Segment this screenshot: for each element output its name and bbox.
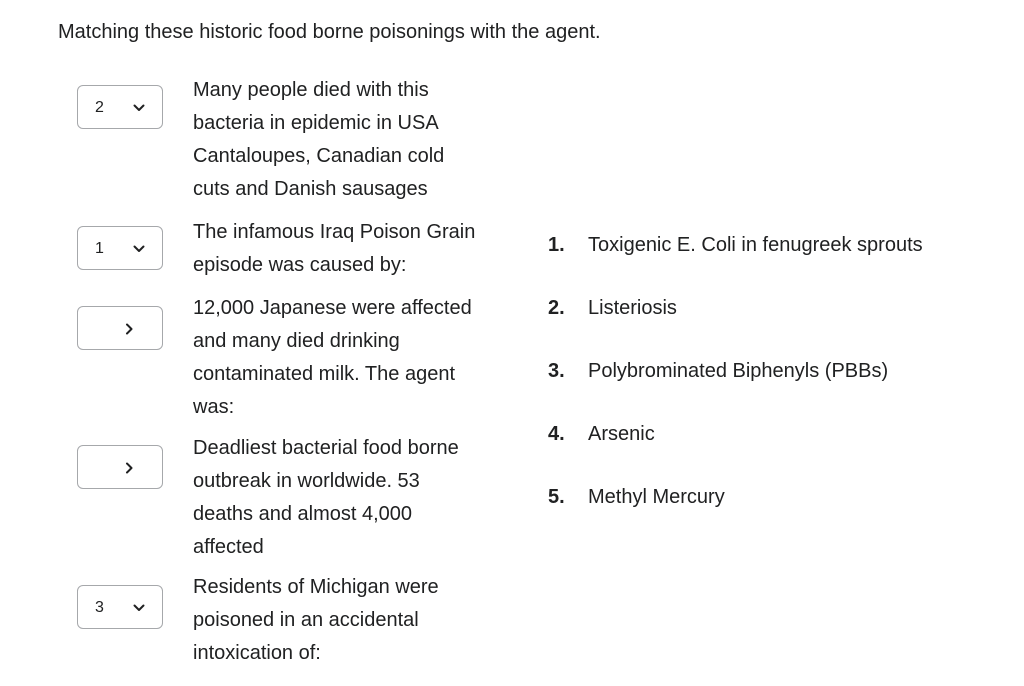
chevron-right-icon [122,446,136,490]
selected-value: 1 [95,240,104,257]
premise-text: Residents of Michigan were poisoned in an accidental intoxication of: [193,576,439,664]
answer-number: 1. [548,234,565,256]
answer-label: Polybrominated Biphenyls (PBBs) [588,360,889,382]
chevron-down-icon [132,86,146,130]
answer-item [548,229,923,262]
question-title: Matching these historic food borne poisonings with the agent. [58,21,601,43]
answer-select[interactable] [77,306,163,350]
answer-label: Arsenic [588,423,655,445]
chevron-down-icon [132,227,146,271]
answer-label: Methyl Mercury [588,486,725,508]
answer-label: Listeriosis [588,297,677,319]
answer-select[interactable] [77,445,163,489]
answer-number: 4. [548,423,565,445]
answer-item [548,292,677,325]
answer-number: 2. [548,297,565,319]
chevron-down-icon [132,586,146,630]
premise-text: Deadliest bacterial food borne outbreak in worldwide. 53 deaths and almost 4,000 affected [193,437,459,558]
selected-value: 3 [95,599,104,616]
premise-text: The infamous Iraq Poison Grain episode was caused by: [193,221,476,276]
chevron-right-icon [122,307,136,351]
answer-select[interactable] [77,226,163,270]
answer-number: 3. [548,360,565,382]
answer-label: Toxigenic E. Coli in fenugreek sprouts [588,234,923,256]
answer-item [548,481,725,514]
answer-select[interactable] [77,585,163,629]
selected-value: 2 [95,99,104,116]
answer-item [548,418,655,451]
answer-item [548,355,888,388]
answer-number: 5. [548,486,565,508]
premise-text: Many people died with this bacteria in epidemic in USA Cantaloupes, Canadian cold cuts and Danish sausages [193,79,445,200]
premise-text: 12,000 Japanese were affected and many died drinking contaminated milk. The agent was: [193,297,472,418]
answer-select[interactable] [77,85,163,129]
